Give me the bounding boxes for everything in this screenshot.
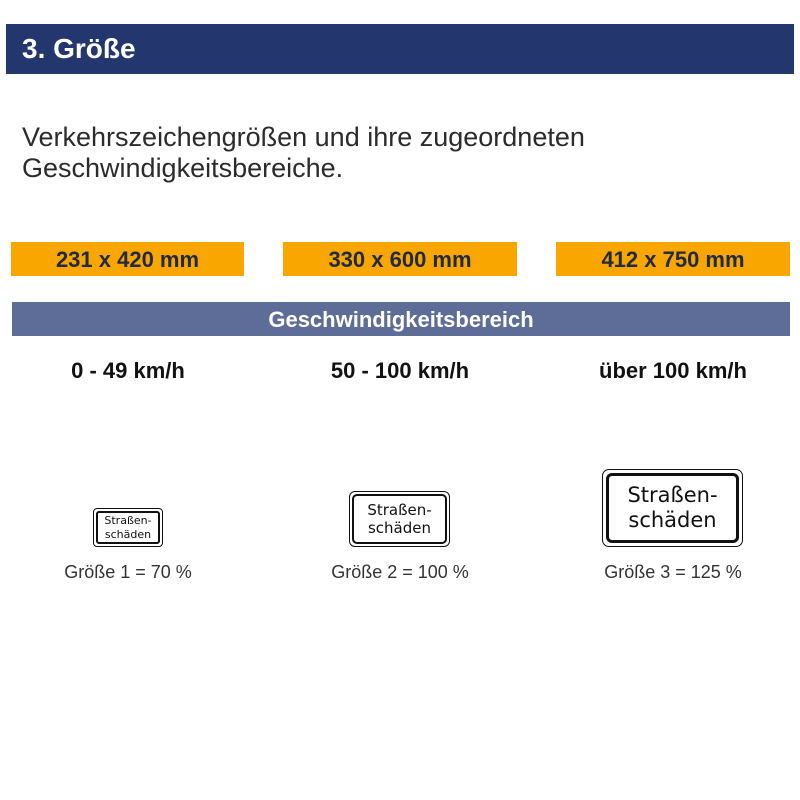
sign-caption-2: Größe 2 = 100 %: [331, 562, 469, 582]
page-title: 3. Größe: [6, 24, 794, 74]
sign-size-2-line-2: schäden: [367, 519, 432, 537]
sign-size-1-line-1: Straßen-: [104, 514, 152, 528]
sign-size-2-line-1: Straßen-: [367, 501, 432, 519]
sign-size-3-line-2: schäden: [628, 508, 717, 532]
size-label-1: 231 x 420 mm: [11, 242, 244, 276]
speed-range-2: 50 - 100 km/h: [330, 358, 470, 383]
size-label-3: 412 x 750 mm: [556, 242, 790, 276]
size-label-2: 330 x 600 mm: [283, 242, 517, 276]
sign-caption-3: Größe 3 = 125 %: [604, 562, 742, 582]
speed-range-1: 0 - 49 km/h: [71, 358, 185, 383]
sign-size-2: [349, 491, 450, 547]
speed-range-3: über 100 km/h: [599, 358, 747, 383]
intro-line-2: Geschwindigkeitsbereiche.: [22, 153, 344, 183]
intro-line-1: Verkehrszeichengrößen und ihre zugeordneten: [22, 122, 585, 152]
sign-size-1-line-2: schäden: [104, 527, 152, 541]
sign-caption-1: Größe 1 = 70 %: [64, 562, 192, 582]
sign-size-3-line-1: Straßen-: [627, 482, 718, 507]
speed-range-header: Geschwindigkeitsbereich: [12, 302, 790, 336]
sign-size-1: [93, 508, 163, 547]
intro-text: [22, 122, 762, 184]
sign-size-3: [602, 469, 743, 547]
